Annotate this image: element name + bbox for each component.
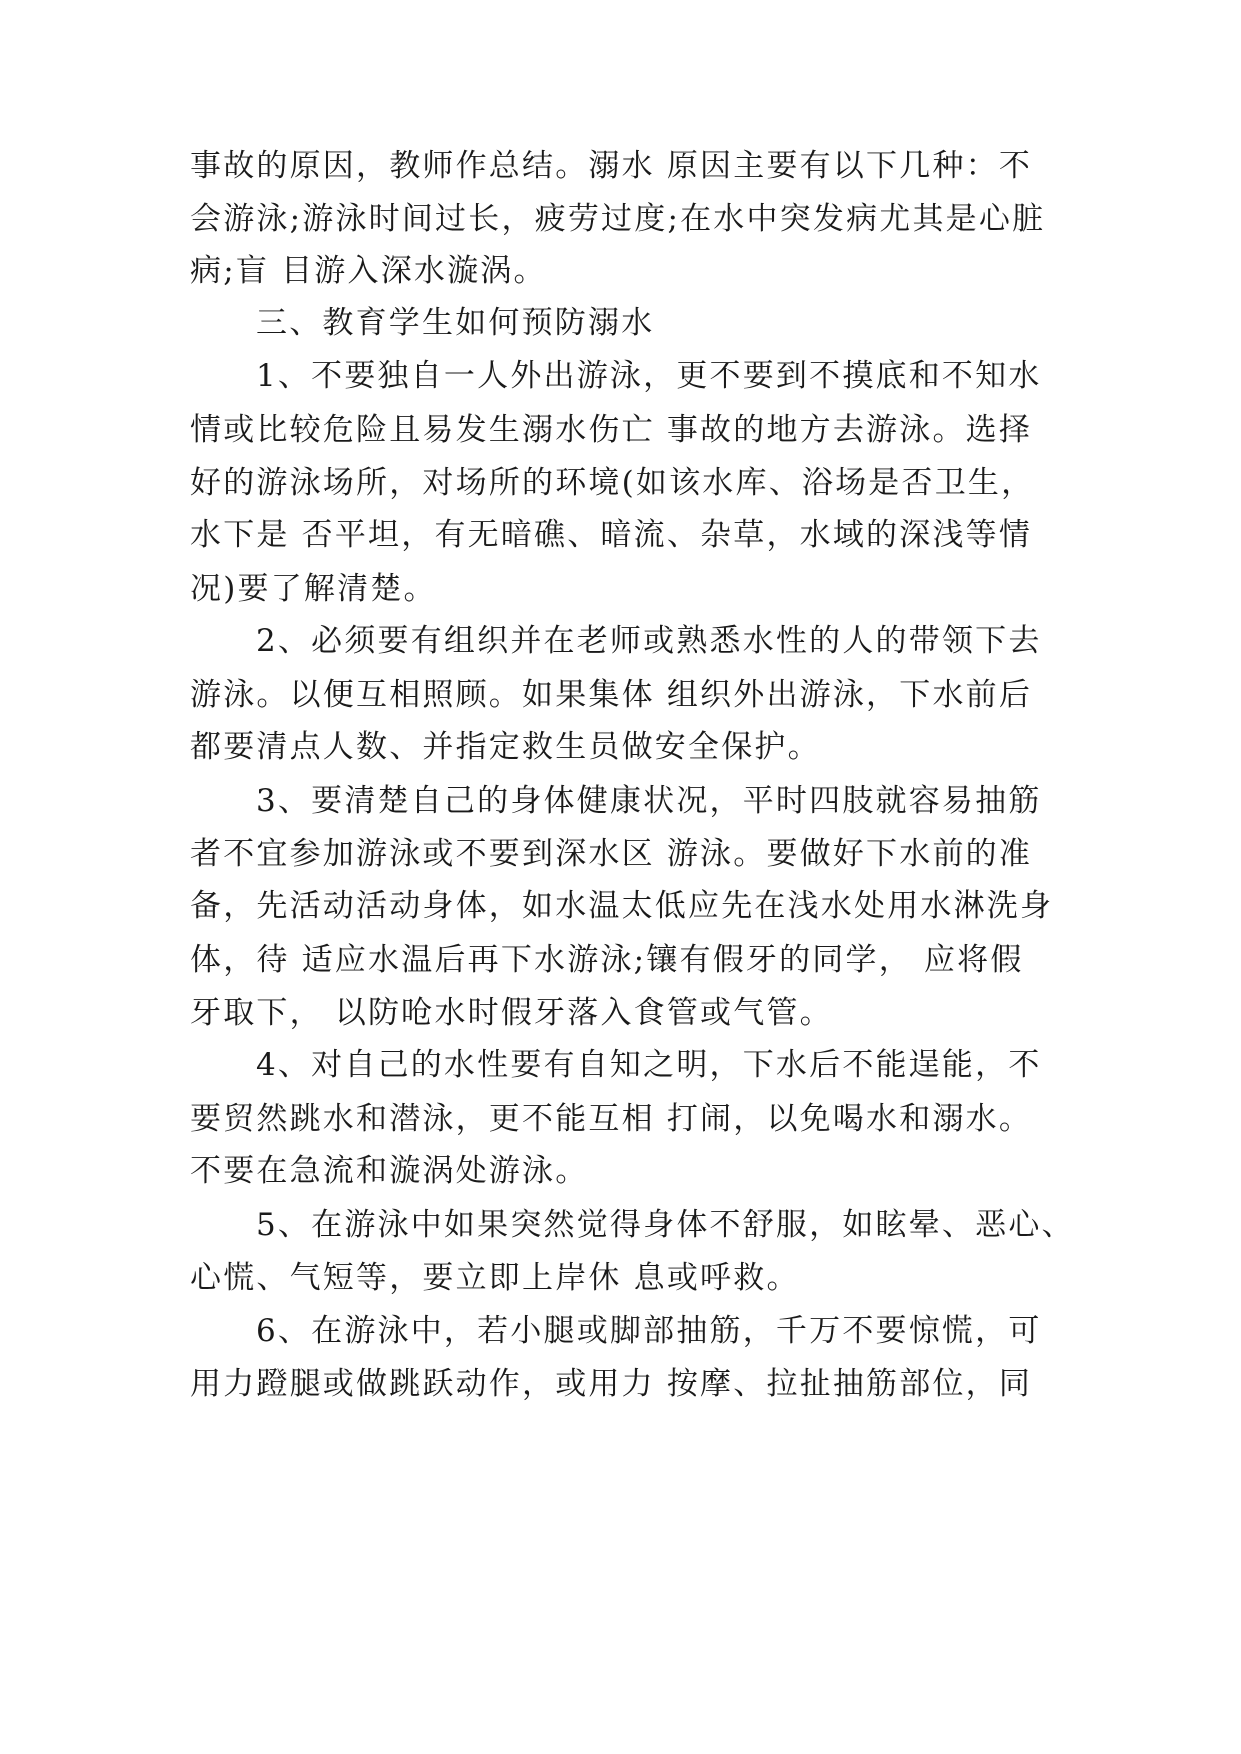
text-line: 2、必须要有组织并在老师或熟悉水性的人的带领下去 — [256, 623, 1042, 659]
text-line: 3、要清楚自己的身体健康状况，平时四肢就容易抽筋 — [256, 783, 1042, 819]
text-line: 病;盲 目游入深水漩涡。 — [190, 253, 547, 289]
text-line: 备，先活动活动身体，如水温太低应先在浅水处用水淋洗身 — [190, 888, 1054, 924]
text-line: 6、在游泳中，若小腿或脚部抽筋，千万不要惊慌，可 — [256, 1313, 1042, 1349]
text-line: 游泳。以便互相照顾。如果集体 组织外出游泳，下水前后 — [190, 677, 1033, 713]
text-line: 好的游泳场所，对场所的环境(如该水库、浴场是否卫生， — [190, 465, 1035, 501]
text-line: 体，待 适应水温后再下水游泳;镶有假牙的同学， 应将假 — [190, 942, 1024, 978]
text-line: 况)要了解清楚。 — [190, 571, 437, 607]
text-line: 都要清点人数、并指定救生员做安全保护。 — [190, 729, 821, 765]
text-line: 会游泳;游泳时间过长，疲劳过度;在水中突发病尤其是心脏 — [190, 201, 1046, 237]
section-heading: 三、教育学生如何预防溺水 — [256, 305, 655, 341]
text-line: 要贸然跳水和潜泳，更不能互相 打闹，以免喝水和溺水。 — [190, 1101, 1033, 1137]
text-line: 情或比较危险且易发生溺水伤亡 事故的地方去游泳。选择 — [190, 412, 1033, 448]
text-line: 水下是 否平坦，有无暗礁、暗流、杂草，水域的深浅等情 — [190, 517, 1033, 553]
text-line: 4、对自己的水性要有自知之明，下水后不能逞能，不 — [256, 1047, 1042, 1083]
text-line: 5、在游泳中如果突然觉得身体不舒服，如眩晕、恶心、 — [256, 1207, 1075, 1243]
text-line: 用力蹬腿或做跳跃动作，或用力 按摩、拉扯抽筋部位，同 — [190, 1366, 1033, 1402]
text-line: 不要在急流和漩涡处游泳。 — [190, 1153, 589, 1189]
text-line: 事故的原因，教师作总结。溺水 原因主要有以下几种：不 — [190, 148, 1033, 184]
text-line: 牙取下， 以防呛水时假牙落入食管或气管。 — [190, 995, 833, 1031]
text-line: 者不宜参加游泳或不要到深水区 游泳。要做好下水前的准 — [190, 836, 1033, 872]
text-line: 1、不要独自一人外出游泳，更不要到不摸底和不知水 — [256, 358, 1042, 394]
text-line: 心慌、气短等，要立即上岸休 息或呼救。 — [190, 1260, 800, 1296]
